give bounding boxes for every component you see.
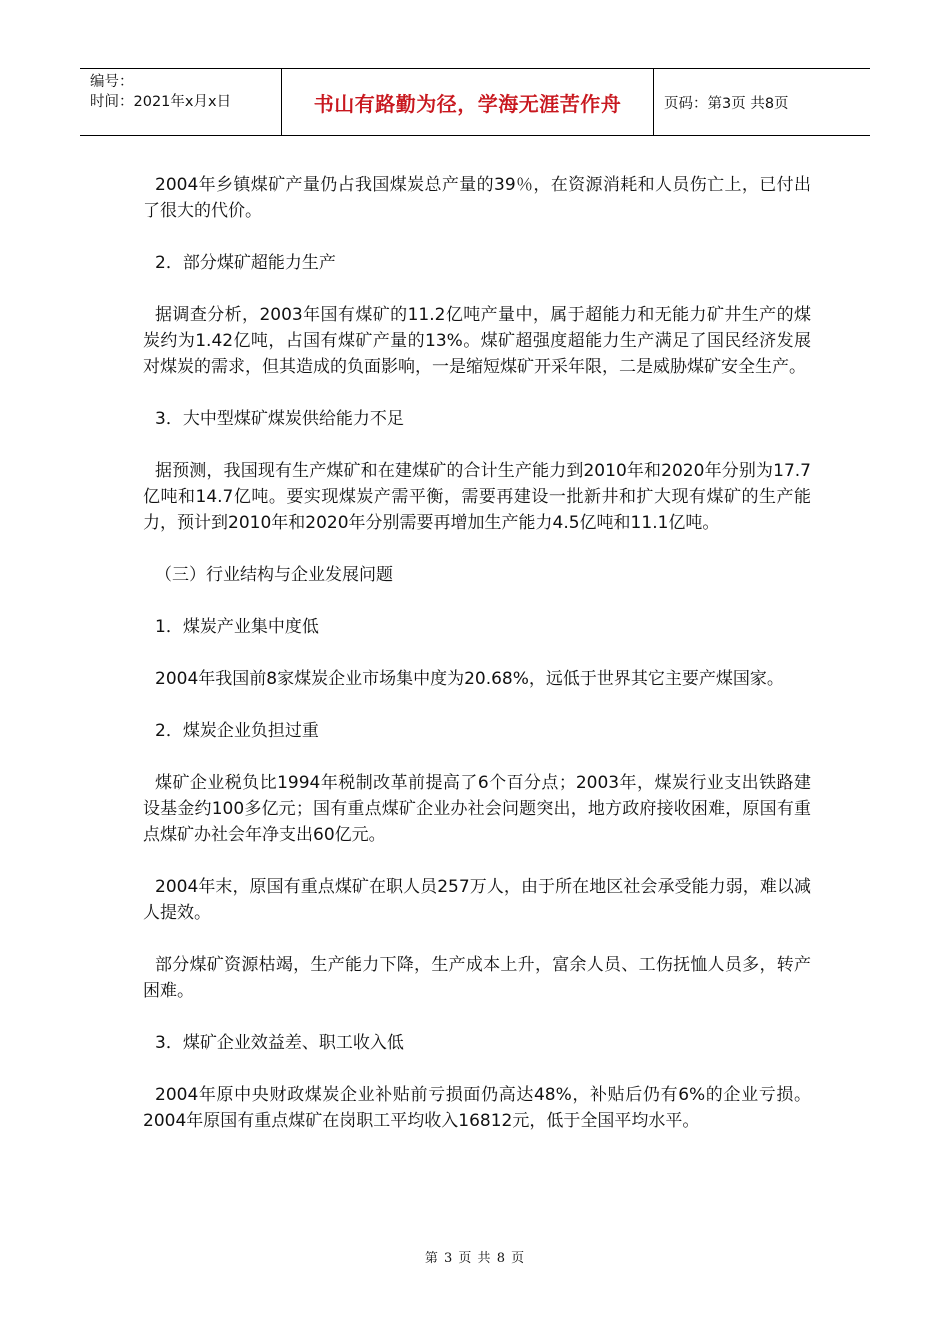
document-header (80, 68, 870, 136)
section-heading: （三）行业结构与企业发展问题 (155, 565, 393, 585)
paragraph: 煤矿企业税负比1994年税制改革前提高了6个百分点；2003年，煤炭行业支出铁路建设基金约100多亿元；国有重点煤矿企业办社会问题突出，地方政府接收困难，原国有重点煤矿办社会年净支出60亿元。 (143, 773, 811, 845)
paragraph: 2004年原中央财政煤炭企业补贴前亏损面仍高达48%，补贴后仍有6%的企业亏损。2004年原国有重点煤矿在岗职工平均收入16812元，低于全国平均水平。 (143, 1085, 811, 1131)
page-footer: 第 3 页 共 8 页 (424, 1251, 526, 1266)
section-heading: 3．大中型煤矿煤炭供给能力不足 (155, 409, 404, 429)
header-meta (80, 69, 281, 135)
section-heading: 2．煤炭企业负担过重 (155, 721, 319, 741)
paragraph: 据调查分析，2003年国有煤矿的11.2亿吨产量中，属于超能力和无能力矿井生产的煤炭约为1.42亿吨，占国有煤矿产量的13%。煤矿超强度超能力生产满足了国民经济发展对煤炭的需求，但其造成的负面影响，一是缩短煤矿开采年限，二是威胁煤矿安全生产。 (143, 305, 811, 377)
document-number-label: 编号： (90, 74, 134, 90)
paragraph: 2004年我国前8家煤炭企业市场集中度为20.68%，远低于世界其它主要产煤国家。 (155, 669, 784, 689)
header-motto: 书山有路勤为径，学海无涯苦作舟 (281, 69, 654, 135)
section-heading: 2．部分煤矿超能力生产 (155, 253, 336, 273)
paragraph: 2004年末，原国有重点煤矿在职人员257万人，由于所在地区社会承受能力弱，难以减人提效。 (143, 877, 811, 923)
document-date: 时间：2021年x月x日 (90, 94, 232, 110)
paragraph: 部分煤矿资源枯竭，生产能力下降，生产成本上升，富余人员、工伤抚恤人员多，转产困难。 (143, 955, 811, 1001)
section-heading: 1．煤炭产业集中度低 (155, 617, 319, 637)
header-page-info: 页码：第3页 共8页 (664, 95, 789, 112)
paragraph: 2004年乡镇煤矿产量仍占我国煤炭总产量的39％，在资源消耗和人员伤亡上，已付出了很大的代价。 (143, 175, 811, 221)
paragraph: 据预测，我国现有生产煤矿和在建煤矿的合计生产能力到2010年和2020年分别为17.7亿吨和14.7亿吨。要实现煤炭产需平衡，需要再建设一批新井和扩大现有煤矿的生产能力，预计到2010年和2020年分别需要再增加生产能力4.5亿吨和11.1亿吨。 (143, 461, 811, 533)
section-heading: 3．煤矿企业效益差、职工收入低 (155, 1033, 404, 1053)
document-body (143, 172, 811, 1160)
